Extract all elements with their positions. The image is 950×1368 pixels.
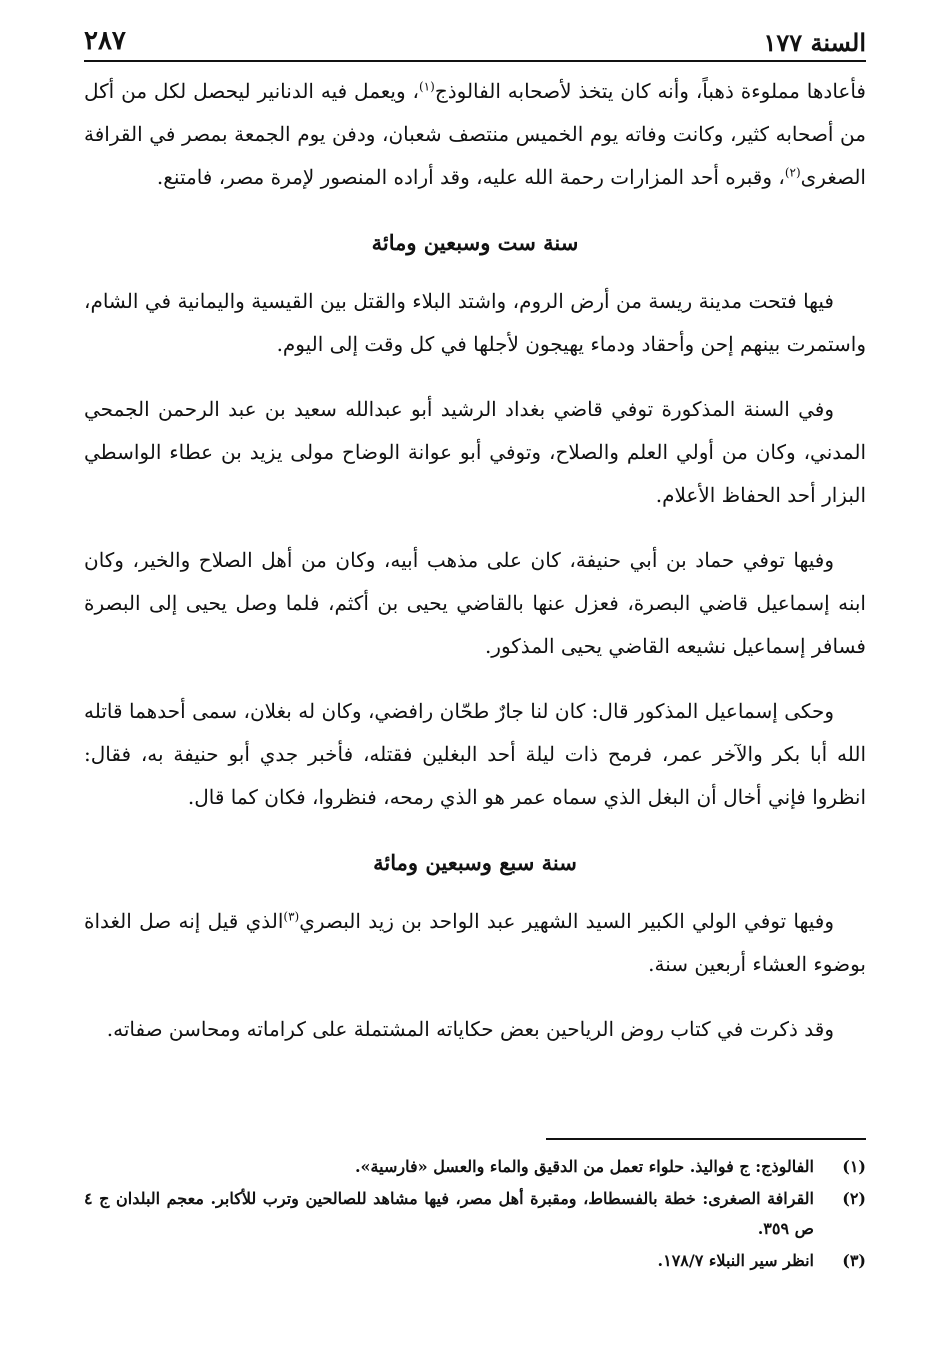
paragraph: وحكى إسماعيل المذكور قال: كان لنا جارٌ طحّان رافضي، وكان له بغلان، سمى أحدهما قاتله الله أبا بكر والآخر عمر، فرمح ذات ليلة أحد البغلين فقتله، فأخبر جدي أبو حنيفة به، فقال: انظروا فإني أخال أن البغل الذي سماه عمر هو الذي رمحه، فنظروا، فكان كما قال. [84,699,866,809]
running-title: السنة ١٧٧ [763,28,866,57]
footnote-1 [84,1152,866,1182]
paragraph: وقد ذكرت في كتاب روض الرياحين بعض حكاياته المشتملة على كراماته ومحاسن صفاته. [106,1017,834,1041]
page-number: ٢٨٧ [84,26,126,56]
paragraph-text: الذي قيل إنه صل الغداة بوضوء العشاء أربعين سنة. [84,909,866,976]
footnote-ref-2: (٢) [784,165,801,180]
footnote-number: (٢) [842,1189,866,1208]
footnote-2 [84,1184,866,1244]
paragraph-text: ، ويعمل فيه الدنانير ليحصل لكل من أكل من أصحابه كثير، وكانت وفاته يوم الخميس منتصف شعبان، ودفن يوم الجمعة بمصر في القرافة الصغرى [84,79,866,189]
paragraph-continued [84,70,866,199]
paragraph-text: وفيها توفي الولي الكبير السيد الشهير عبد الواحد بن زيد البصري [299,909,834,933]
footnote-divider [546,1138,866,1140]
footnote-text: الفالوذج: ج فواليذ. حلواء تعمل من الدقيق والماء والعسل «فارسية». [354,1157,814,1176]
footnote-ref-1: (١) [418,79,435,94]
footnote-text: انظر سير النبلاء ١٧٨/٧. [657,1251,814,1270]
running-header [84,22,866,62]
paragraph: فيها فتحت مدينة ريسة من أرض الروم، واشتد البلاء والقتل بين القيسية واليمانية في الشام، واستمرت بينهم إحن وأحقاد ودماء يهيجون لأجلها في كل وقت إلى اليوم. [84,289,866,356]
section-heading-177: سنة سبع وسبعين ومائة [373,850,577,875]
footnotes [84,1152,866,1278]
footnote-text: القرافة الصغرى: خطة بالفسطاط، ومقبرة أهل مصر، فيها مشاهد للصالحين وترب للأكابر. معجم البلدان ج ٤ ص ٣٥٩. [84,1189,814,1238]
paragraph: وفي السنة المذكورة توفي قاضي بغداد الرشيد أبو عبدالله سعيد بن عبد الرحمن الجمحي المدني، وكان من أولي العلم والصلاح، وتوفي أبو عوانة الوضاح مولى يزيد بن عطاء الواسطي البزار أحد الحفاظ الأعلام. [84,397,866,507]
section-heading-176: سنة ست وسبعين ومائة [371,230,579,255]
footnote-number: (٣) [842,1251,866,1270]
footnote-3 [84,1246,866,1276]
main-text [84,70,866,1073]
paragraph: وفيها توفي حماد بن أبي حنيفة، كان على مذهب أبيه، وكان من أهل الصلاح والخير، وكان ابنه إسماعيل قاضي البصرة، فعزل عنها بالقاضي يحيى بن أكثم، فلما وصل يحيى إلى البصرة فسافر إسماعيل نشيعه القاضي يحيى المذكور. [84,548,866,658]
footnote-ref-3: (٣) [283,909,300,924]
footnote-number: (١) [842,1157,866,1176]
paragraph-text: ، وقبره أحد المزارات رحمة الله عليه، وقد أراده المنصور لإمرة مصر، فامتنع. [156,165,785,189]
paragraph [84,900,866,986]
paragraph-text: فأعادها مملوءة ذهباً، وأنه كان يتخذ لأصحابه الفالوذج [434,79,866,103]
